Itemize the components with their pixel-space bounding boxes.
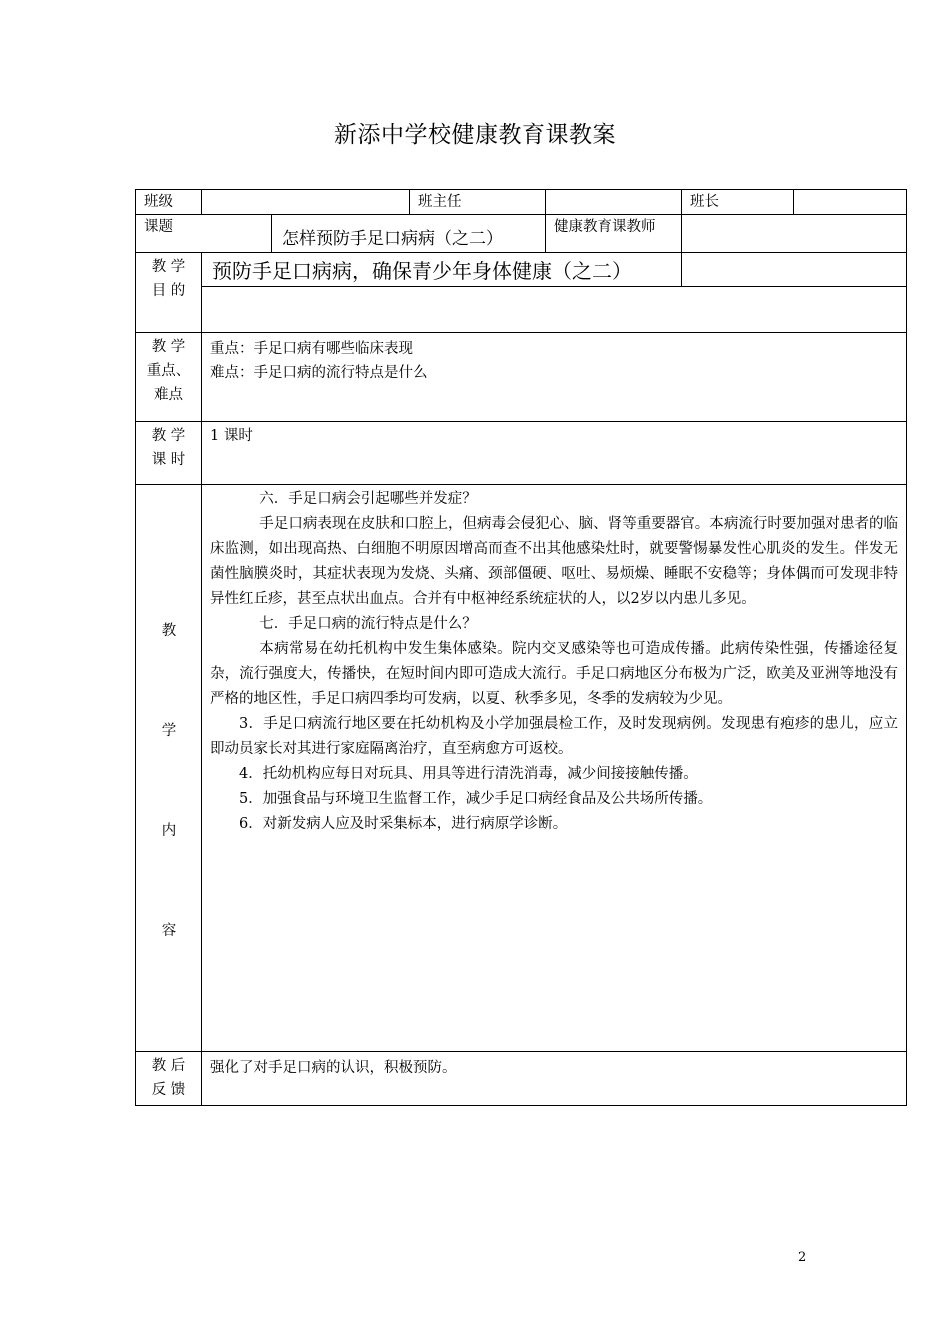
goal-label: 教 学 目 的 xyxy=(136,253,202,333)
hours-label: 教 学 课 时 xyxy=(136,422,202,485)
lesson-plan-table xyxy=(135,189,907,1106)
difficulty-text: 难点：手足口病的流行特点是什么 xyxy=(210,365,428,381)
content-paragraph: 4．托幼机构应每日对玩具、用具等进行清洗消毒，减少间接接触传播。 xyxy=(239,766,698,782)
topic-label: 课题 xyxy=(136,215,272,253)
head-teacher-label: 班主任 xyxy=(410,190,546,215)
feedback-label: 教 后 反 馈 xyxy=(136,1052,202,1106)
content-paragraph: 七．手足口病的流行特点是什么？ xyxy=(259,616,477,632)
topic-cell xyxy=(272,215,546,253)
content-paragraph: 六．手足口病会引起哪些并发症？ xyxy=(259,491,477,507)
row-topic xyxy=(136,215,907,253)
row-key-points xyxy=(136,333,907,422)
teacher-label: 健康教育课教师 xyxy=(546,215,682,253)
goal-value: 预防手足口病病，确保青少年身体健康（之二） xyxy=(212,259,632,283)
monitor-value xyxy=(794,190,907,215)
content-paragraph: 6．对新发病人应及时采集标本，进行病原学诊断。 xyxy=(239,816,568,832)
row-class-info xyxy=(136,190,907,215)
feedback-value: 强化了对手足口病的认识，积极预防。 xyxy=(202,1052,907,1106)
content-body xyxy=(202,485,907,1052)
content-label: 教 学 内 容 xyxy=(136,485,202,1052)
page-number: 2 xyxy=(798,1250,807,1265)
monitor-label: 班长 xyxy=(682,190,794,215)
content-paragraph: 5．加强食品与环境卫生监督工作，减少手足口病经食品及公共场所传播。 xyxy=(239,791,713,807)
content-paragraph: 本病常易在幼托机构中发生集体感染。院内交叉感染等也可造成传播。此病传染性强，传播途径复杂，流行强度大，传播快，在短时间内即可造成大流行。手足口病地区分布极为广泛，欧美及亚洲等地没有严格的地区性，手足口病四季均可发病，以夏、秋季多见，冬季的发病较为少见。 xyxy=(210,641,898,707)
key-points-label: 教 学 重点、 难点 xyxy=(136,333,202,422)
row-hours xyxy=(136,422,907,485)
head-teacher-value xyxy=(546,190,682,215)
goal-empty-cell xyxy=(682,253,907,287)
class-value xyxy=(202,190,410,215)
row-goal-bottom xyxy=(136,287,907,333)
key-points-cell xyxy=(202,333,907,422)
row-content xyxy=(136,485,907,1052)
content-paragraph: 手足口病表现在皮肤和口腔上，但病毒会侵犯心、脑、肾等重要器官。本病流行时要加强对患者的临床监测，如出现高热、白细胞不明原因增高而查不出其他感染灶时，就要警惕暴发性心肌炎的发生。伴发无菌性脑膜炎时，其症状表现为发烧、头痛、颈部僵硬、呕吐、易烦燥、睡眠不安稳等；身体偶而可发现非特异性红丘疹，甚至点状出血点。合并有中枢神经系统症状的人，以2岁以内患儿多见。 xyxy=(210,516,898,607)
topic-value: 怎样预防手足口病病（之二） xyxy=(282,229,503,249)
teacher-value xyxy=(682,215,907,253)
class-label: 班级 xyxy=(136,190,202,215)
document-title: 新添中学校健康教育课教案 xyxy=(334,122,616,148)
focus-text: 重点：手足口病有哪些临床表现 xyxy=(210,341,413,357)
goal-extra-cell xyxy=(202,287,907,333)
goal-cell xyxy=(202,253,682,287)
row-feedback xyxy=(136,1052,907,1106)
hours-value: 1 课时 xyxy=(202,422,907,485)
content-paragraph: 3．手足口病流行地区要在托幼机构及小学加强晨检工作，及时发现病例。发现患有疱疹的患儿，应立即动员家长对其进行家庭隔离治疗，直至病愈方可返校。 xyxy=(210,716,898,757)
row-goal-top xyxy=(136,253,907,287)
